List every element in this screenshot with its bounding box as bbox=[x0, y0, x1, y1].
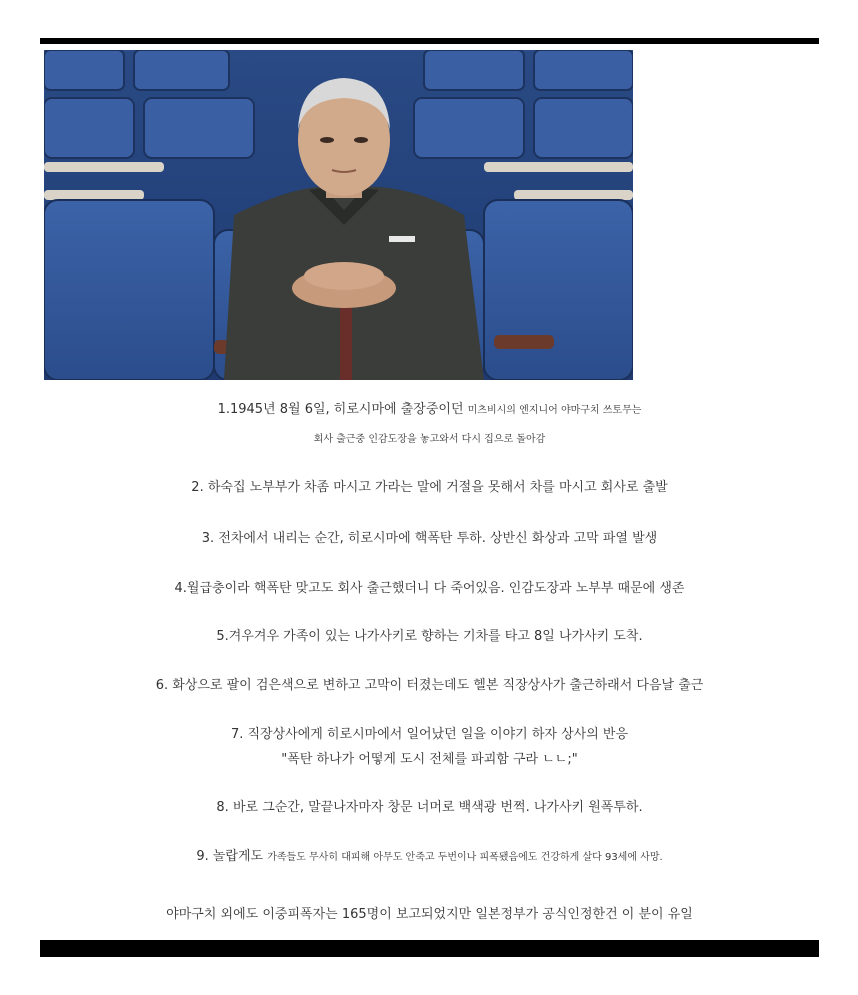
line-9-small: 가족들도 무사히 대피해 아무도 안죽고 두번이나 피폭됐음에도 건강하게 살다 93세에 사망. bbox=[267, 852, 663, 863]
line-footer bbox=[40, 906, 819, 924]
line-6 bbox=[40, 677, 819, 695]
line-3 bbox=[40, 530, 819, 548]
top-border bbox=[40, 38, 819, 44]
line-1-small: 미츠비시의 엔지니어 야마구치 쓰토무는 bbox=[467, 405, 642, 416]
line-7-quote bbox=[40, 751, 819, 769]
line-2-main: 2. 하숙집 노부부가 차좀 마시고 가라는 말에 거절을 못해서 차를 마시고 회사로 출발 bbox=[191, 480, 668, 495]
line-3-main: 3. 전차에서 내리는 순간, 히로시마에 핵폭탄 투하. 상반신 화상과 고막 파열 발생 bbox=[201, 531, 658, 546]
line-6-main: 6. 화상으로 팔이 검은색으로 변하고 고막이 터졌는데도 헬본 직장상사가 출근하래서 다음날 출근 bbox=[155, 678, 704, 693]
portrait-photo bbox=[44, 50, 633, 380]
line-1-continued bbox=[40, 431, 819, 449]
line-7 bbox=[40, 726, 819, 744]
line-9 bbox=[40, 848, 819, 867]
line-7-quote-text: "폭탄 하나가 어떻게 도시 전체를 파괴함 구라 ㄴㄴ;" bbox=[281, 752, 578, 767]
line-1-cont-small: 회사 출근중 인감도장을 놓고와서 다시 집으로 돌아감 bbox=[313, 434, 546, 445]
line-4-main: 4.월급충이라 핵폭탄 맞고도 회사 출근했더니 다 죽어있음. 인감도장과 노부부 때문에 생존 bbox=[174, 581, 685, 596]
line-1 bbox=[40, 401, 819, 420]
line-5-main: 5.겨우겨우 가족이 있는 나가사키로 향하는 기차를 타고 8일 나가사키 도착. bbox=[216, 629, 643, 644]
footer-main: 야마구치 외에도 이중피폭자는 165명이 보고되었지만 일본정부가 공식인정한건 이 분이 유일 bbox=[166, 907, 693, 922]
line-9-main: 9. 놀랍게도 bbox=[196, 849, 264, 864]
line-2 bbox=[40, 479, 819, 497]
line-8 bbox=[40, 799, 819, 817]
line-4 bbox=[40, 580, 819, 598]
line-5 bbox=[40, 628, 819, 646]
line-7-main: 7. 직장상사에게 히로시마에서 일어났던 일을 이야기 하자 상사의 반응 bbox=[230, 727, 629, 742]
line-1-main: 1.1945년 8월 6일, 히로시마에 출장중이던 bbox=[217, 402, 464, 417]
bottom-border bbox=[40, 940, 819, 957]
line-8-main: 8. 바로 그순간, 말끝나자마자 창문 너머로 백색광 번쩍. 나가사키 원폭투하. bbox=[216, 800, 643, 815]
